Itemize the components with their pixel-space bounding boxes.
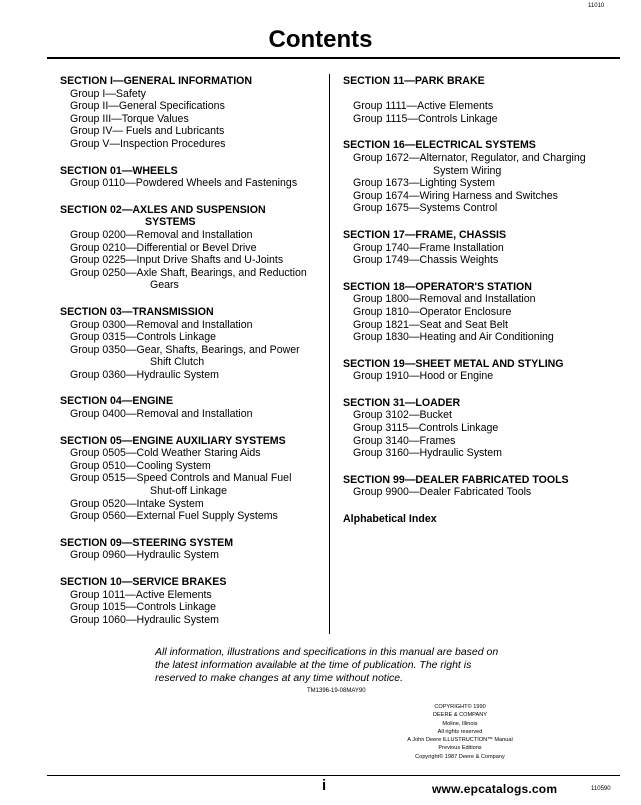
section-title-continued: SYSTEMS	[145, 216, 196, 229]
toc-section	[60, 75, 320, 151]
toc-entry: Group 1821—Seat and Seat Belt	[353, 318, 508, 331]
section-title: SECTION 11—PARK BRAKE	[343, 75, 485, 87]
bottom-rule	[47, 775, 620, 776]
toc-section	[343, 139, 603, 215]
column-separator	[329, 74, 330, 634]
section-title: SECTION 02—AXLES AND SUSPENSION SYSTEMS	[60, 204, 320, 229]
toc-section	[60, 306, 320, 382]
section-title: SECTION 31—LOADER	[343, 396, 461, 409]
toc-entry: Group 1674—Wiring Harness and Switches	[353, 189, 558, 202]
toc-section	[60, 576, 320, 626]
toc-entry: Group I—Safety	[70, 87, 146, 100]
toc-entry: Group 1111—Active Elements	[353, 100, 494, 113]
toc-entry: Group 3115—Controls Linkage	[353, 422, 499, 435]
page-title: Contents	[268, 26, 373, 53]
toc-entry: Group IV— Fuels and Lubricants	[70, 125, 225, 138]
copyright-line: All rights reserved	[437, 728, 483, 735]
section-title: SECTION 10—SERVICE BRAKES	[60, 576, 227, 588]
toc-entry: Group 3160—Hydraulic System	[353, 447, 502, 460]
copyright-line: COPYRIGHT© 1990	[434, 704, 486, 710]
toc-entry: Group 0515—Speed Controls and Manual Fuel Shut-off Linkage	[60, 472, 320, 497]
website-watermark: www.epcatalogs.com	[432, 782, 558, 796]
section-title: SECTION 16—ELECTRICAL SYSTEMS	[343, 139, 536, 152]
toc-entry: Group 0520—Intake System	[70, 497, 204, 510]
toc-entry: Group 0400—Removal and Installation	[70, 408, 253, 421]
page-number: i	[322, 777, 327, 794]
section-title: SECTION 18—OPERATOR'S STATION	[343, 280, 532, 293]
toc-entry: Group 3140—Frames	[353, 434, 456, 447]
alphabetical-index: Alphabetical Index	[343, 513, 437, 526]
toc-section	[60, 204, 320, 292]
section-title: SECTION 09—STEERING SYSTEM	[60, 536, 234, 549]
toc-entry: Group 1810—Operator Enclosure	[353, 305, 512, 318]
toc-section	[60, 165, 320, 190]
toc-entry: Group 1060—Hydraulic System	[70, 613, 219, 626]
toc-section	[343, 75, 603, 125]
toc-section	[343, 358, 603, 383]
corner-code: 11010	[588, 3, 605, 9]
toc-entry-continued: System Wiring	[433, 164, 502, 177]
toc-entry: Group 0350—Gear, Shafts, Bearings, and Power Shift Clutch	[60, 344, 320, 369]
toc-entry: Group 0560—External Fuel Supply Systems	[70, 510, 278, 523]
toc-entry: Group II—General Specifications	[70, 100, 225, 113]
toc-entry: Group 3102—Bucket	[353, 409, 452, 422]
toc-entry: Group 0300—Removal and Installation	[70, 318, 253, 331]
contents-right-column	[343, 75, 603, 526]
toc-entry: Group 0960—Hydraulic System	[70, 549, 219, 562]
section-title: SECTION 04—ENGINE	[60, 395, 174, 408]
copyright-line: Moline, Illinois	[442, 720, 478, 727]
toc-section	[60, 537, 320, 562]
toc-entry: Group 0110—Powdered Wheels and Fastenings	[70, 177, 298, 190]
toc-entry: Group 1830—Heating and Air Conditioning	[353, 331, 554, 344]
toc-section	[343, 281, 603, 344]
toc-entry: Group 1800—Removal and Installation	[353, 293, 536, 306]
toc-entry: Group 1672—Alternator, Regulator, and Charging System Wiring	[343, 152, 603, 177]
toc-entry: Group 0250—Axle Shaft, Bearings, and Reduction Gears	[60, 267, 320, 292]
toc-entry: Group III—Torque Values	[70, 112, 189, 125]
toc-entry: Group 1115—Controls Linkage	[353, 112, 498, 125]
toc-entry: Group 1015—Controls Linkage	[70, 601, 217, 614]
title-rule	[47, 57, 620, 59]
toc-entry: Group 1675—Systems Control	[353, 202, 498, 215]
toc-entry: Group 9900—Dealer Fabricated Tools	[353, 486, 532, 499]
copyright-line: Previous Editions	[438, 745, 482, 752]
toc-section	[60, 395, 320, 420]
toc-entry-continued: Shut-off Linkage	[150, 485, 227, 498]
toc-entry: Group 0210—Differential or Bevel Drive	[70, 241, 257, 254]
section-title: SECTION 05—ENGINE AUXILIARY SYSTEMS	[60, 434, 286, 447]
toc-section	[343, 474, 603, 499]
toc-entry: Group 0200—Removal and Installation	[70, 228, 253, 241]
toc-section	[60, 435, 320, 523]
copyright-line: DEERE & COMPANY	[433, 712, 487, 719]
toc-entry: Group 0315—Controls Linkage	[70, 331, 217, 344]
toc-entry: Group 0510—Cooling System	[70, 459, 211, 472]
bottom-code: 110590	[591, 786, 611, 792]
copyright-line: Copyright© 1987 Deere & Company	[415, 753, 505, 760]
toc-entry: Group V—Inspection Procedures	[70, 137, 226, 150]
section-title: SECTION 17—FRAME, CHASSIS	[343, 228, 507, 241]
contents-left-column	[60, 75, 320, 640]
toc-entry: Group 1011—Active Elements	[70, 588, 212, 601]
section-title: SECTION 19—SHEET METAL AND STYLING	[343, 357, 564, 370]
toc-entry: Group 1749—Chassis Weights	[353, 254, 499, 267]
toc-entry-continued: Gears	[150, 279, 179, 292]
toc-section	[343, 397, 603, 460]
toc-entry: Group 0360—Hydraulic System	[70, 368, 219, 381]
toc-entry: Group 1910—Hood or Engine	[353, 370, 494, 383]
toc-section	[343, 229, 603, 267]
section-title: SECTION I—GENERAL INFORMATION	[60, 75, 253, 87]
toc-entry: Group 0505—Cold Weather Staring Aids	[70, 447, 261, 460]
toc-entry	[343, 88, 603, 101]
toc-entry-continued: Shift Clutch	[150, 356, 205, 369]
toc-entry: Group 0225—Input Drive Shafts and U-Joints	[70, 254, 284, 267]
copyright-block	[390, 703, 530, 761]
tm-code: TM1396-19-08MAY90	[307, 688, 366, 694]
section-title: SECTION 01—WHEELS	[60, 164, 178, 177]
section-title: SECTION 99—DEALER FABRICATED TOOLS	[343, 473, 569, 486]
toc-entry: Group 1740—Frame Installation	[353, 241, 504, 254]
disclaimer: All information, illustrations and specifications in this manual are based on the latest information available at the time of publication. The right is reserved to make changes at any time without notice.	[155, 646, 499, 684]
section-title: SECTION 03—TRANSMISSION	[60, 305, 214, 318]
toc-entry: Group 1673—Lighting System	[353, 177, 495, 190]
copyright-line: A John Deere ILLUSTRUCTION™ Manual	[407, 737, 513, 744]
